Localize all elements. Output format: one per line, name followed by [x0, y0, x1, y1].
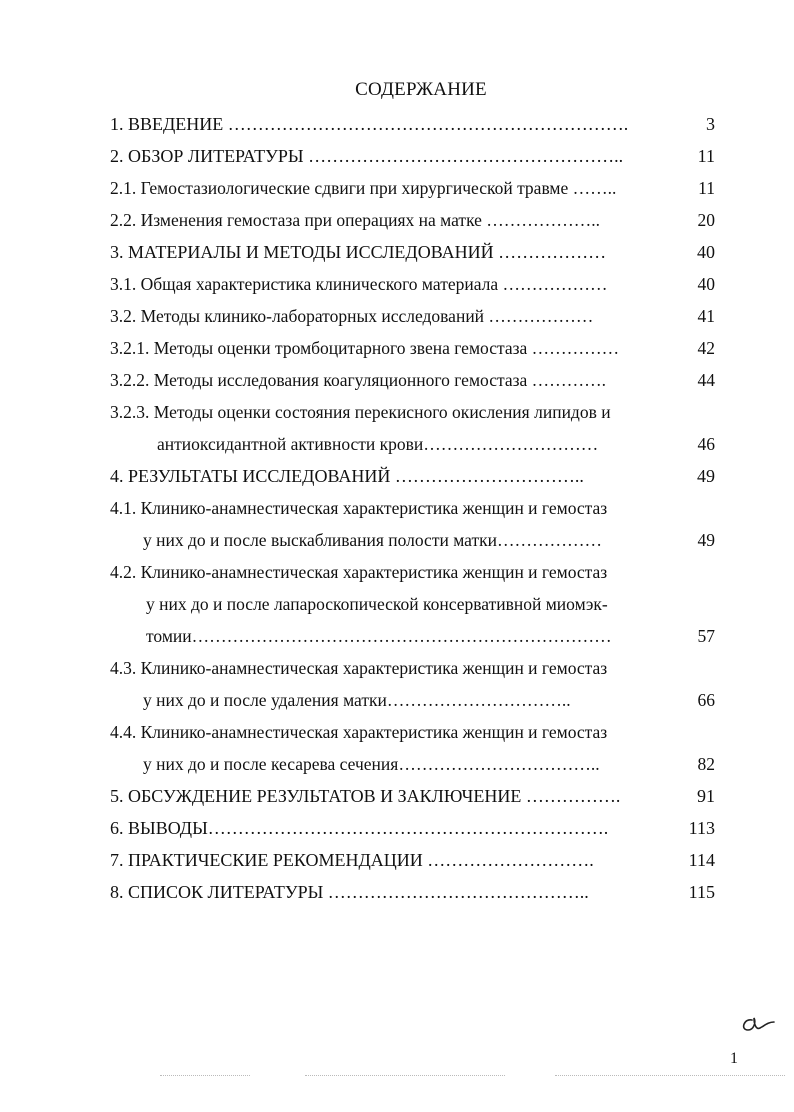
toc-entry-page: 40	[697, 242, 715, 262]
toc-entry-page: 91	[697, 786, 715, 806]
scan-artifact	[555, 1075, 785, 1078]
scan-artifact	[160, 1075, 250, 1078]
toc-entry-page: 20	[697, 210, 715, 230]
toc-entry-text: 7. ПРАКТИЧЕСКИЕ РЕКОМЕНДАЦИИ ……………………….	[110, 850, 594, 870]
toc-entry-page: 3	[706, 114, 715, 134]
toc-entry-page: 114	[688, 850, 715, 870]
toc-entry-text: 3.2.3. Методы оценки состояния перекисного окисления липидов и	[110, 402, 611, 422]
toc-entry-text: томии………………………………………………………………	[146, 626, 612, 646]
toc-entry-3-2	[0, 303, 794, 329]
toc-entry-3-2-3	[0, 399, 794, 425]
toc-entry-text: 8. СПИСОК ЛИТЕРАТУРЫ ……………………………………..	[110, 882, 589, 902]
toc-entry-page: 40	[697, 274, 715, 294]
toc-entry-page: 66	[697, 690, 715, 710]
toc-entry-references	[0, 879, 794, 905]
toc-entry-text: 4.2. Клинико-анамнестическая характеристика женщин и гемостаз	[110, 562, 608, 582]
toc-entry-page: 11	[697, 146, 715, 166]
toc-entry-text: у них до и после кесарева сечения……………………………..	[143, 754, 600, 774]
page-number: 1	[730, 1050, 738, 1067]
toc-entry-2-2	[0, 207, 794, 233]
toc-entry-text: 3.2.1. Методы оценки тромбоцитарного звена гемостаза ……………	[110, 338, 620, 358]
toc-entry-conclusions	[0, 815, 794, 841]
scan-artifact	[305, 1075, 505, 1078]
toc-entry-page: 41	[697, 306, 715, 326]
toc-entry-4-2-cont	[0, 591, 794, 617]
toc-entry-text: 2.2. Изменения гемостаза при операциях на матке ………………..	[110, 210, 601, 230]
toc-entry-text: 4.3. Клинико-анамнестическая характеристика женщин и гемостаз	[110, 658, 608, 678]
toc-entry-text: 1. ВВЕДЕНИЕ ………………………………………………………….	[110, 114, 629, 134]
toc-entry-page: 42	[697, 338, 715, 358]
toc-entry-4-3	[0, 655, 794, 681]
toc-entry-text: 3. МАТЕРИАЛЫ И МЕТОДЫ ИССЛЕДОВАНИЙ ………………	[110, 242, 607, 262]
handwritten-mark	[738, 1010, 778, 1036]
toc-entry-recommendations	[0, 847, 794, 873]
toc-entry-4-2	[0, 559, 794, 585]
toc-entry-text: у них до и после лапароскопической консервативной миомэк-	[146, 594, 608, 614]
toc-entry-page: 11	[698, 178, 715, 198]
toc-entry-2-1	[0, 175, 794, 201]
toc-entry-discussion	[0, 783, 794, 809]
toc-entry-page: 49	[697, 530, 715, 550]
toc-entry-3-1	[0, 271, 794, 297]
toc-entry-literature-review	[0, 143, 794, 169]
toc-entry-page: 49	[697, 466, 715, 486]
toc-entry-text: 2.1. Гемостазиологические сдвиги при хирургической травме ……..	[110, 178, 617, 198]
toc-entry-3-2-1	[0, 335, 794, 361]
toc-entry-text: 5. ОБСУЖДЕНИЕ РЕЗУЛЬТАТОВ И ЗАКЛЮЧЕНИЕ …………….	[110, 786, 621, 806]
toc-entry-text: 3.2. Методы клинико-лабораторных исследований ………………	[110, 306, 594, 326]
toc-entry-introduction	[0, 111, 794, 137]
toc-entry-page: 82	[697, 754, 715, 774]
toc-entry-page: 44	[697, 370, 715, 390]
toc-entry-text: антиоксидантной активности крови…………………………	[157, 434, 599, 454]
toc-entry-text: 4. РЕЗУЛЬТАТЫ ИССЛЕДОВАНИЙ …………………………..	[110, 466, 584, 486]
toc-entry-text: у них до и после выскабливания полости матки………………	[143, 530, 602, 550]
toc-entry-text: 3.1. Общая характеристика клинического материала ………………	[110, 274, 608, 294]
toc-entry-page: 46	[697, 434, 715, 454]
toc-entry-page: 115	[688, 882, 715, 902]
toc-entry-3-2-2	[0, 367, 794, 393]
toc-entry-4-3-cont	[0, 687, 794, 713]
toc-entry-text: 6. ВЫВОДЫ………………………………………………………….	[110, 818, 609, 838]
toc-entry-page: 57	[697, 626, 715, 646]
toc-entry-page: 113	[688, 818, 715, 838]
toc-entry-text: 4.4. Клинико-анамнестическая характеристика женщин и гемостаз	[110, 722, 608, 742]
toc-entry-4-4-cont	[0, 751, 794, 777]
toc-entry-4-2-cont2	[0, 623, 794, 649]
toc-entry-text: у них до и после удаления матки…………………………..	[143, 690, 571, 710]
toc-entry-4-4	[0, 719, 794, 745]
page-title: СОДЕРЖАНИЕ	[355, 79, 487, 100]
toc-entry-4-1-cont	[0, 527, 794, 553]
toc-entry-results	[0, 463, 794, 489]
toc-entry-text: 2. ОБЗОР ЛИТЕРАТУРЫ ……………………………………………..	[110, 146, 624, 166]
toc-entry-text: 4.1. Клинико-анамнестическая характеристика женщин и гемостаз	[110, 498, 608, 518]
toc-entry-3-2-3-cont	[0, 431, 794, 457]
toc-entry-materials-methods	[0, 239, 794, 265]
toc-entry-4-1	[0, 495, 794, 521]
toc-entry-text: 3.2.2. Методы исследования коагуляционного гемостаза ………….	[110, 370, 607, 390]
